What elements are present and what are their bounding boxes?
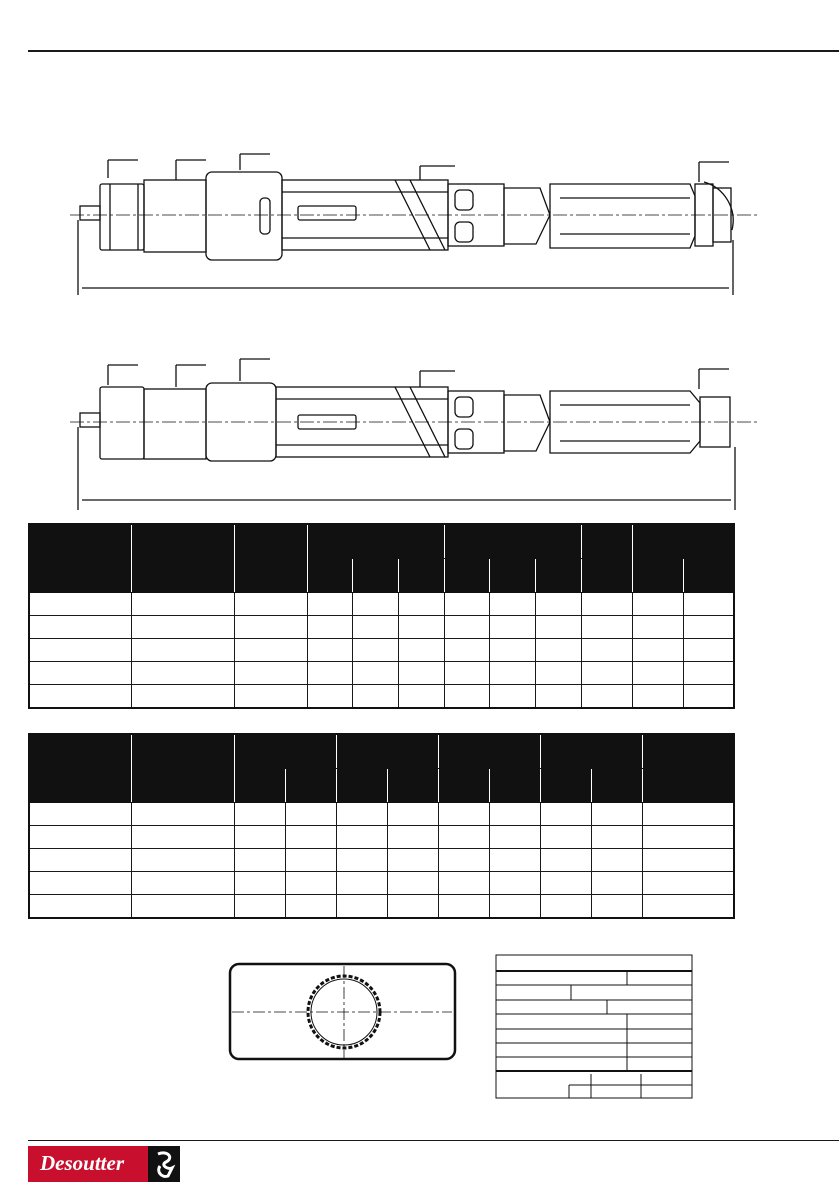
table-row [29, 894, 734, 918]
header-cell [540, 734, 642, 768]
table-row [29, 638, 734, 661]
brand-name: Desoutter [40, 1151, 124, 1175]
header-cell [632, 524, 734, 558]
table-row [29, 684, 734, 708]
table-row [29, 592, 734, 615]
header-cell [29, 734, 131, 802]
header-cell [131, 734, 234, 802]
header-cell [234, 734, 336, 768]
subheader-cell [352, 558, 398, 592]
subheader-cell [234, 768, 285, 802]
subheader-cell [285, 768, 336, 802]
subheader-cell [444, 558, 489, 592]
bottom-rule [28, 1140, 839, 1141]
subheader-cell [489, 558, 535, 592]
brand-mark-icon [148, 1146, 180, 1182]
subheader-cell [398, 558, 444, 592]
tool-drawing-top [0, 140, 839, 300]
header-cell [581, 524, 632, 592]
table-row [29, 825, 734, 848]
subheader-cell [540, 768, 591, 802]
spec-grid [495, 954, 695, 1104]
subheader-cell [535, 558, 581, 592]
top-rule [28, 50, 839, 52]
spline-gear-diagram [228, 962, 458, 1062]
table-row [29, 848, 734, 871]
header-cell [307, 524, 444, 558]
subheader-cell [489, 768, 540, 802]
header-cell [336, 734, 438, 768]
subheader-cell [438, 768, 489, 802]
subheader-cell [632, 558, 683, 592]
spec-table-1 [28, 523, 735, 709]
table-row [29, 871, 734, 894]
table-row [29, 802, 734, 825]
subheader-cell [387, 768, 438, 802]
header-cell [444, 524, 581, 558]
header-cell [131, 524, 234, 592]
subheader-cell [683, 558, 734, 592]
table-row [29, 615, 734, 638]
tool-drawing-bottom [0, 355, 839, 515]
subheader-cell [336, 768, 387, 802]
table-row [29, 661, 734, 684]
subheader-cell [591, 768, 642, 802]
header-cell [438, 734, 540, 768]
subheader-cell [307, 558, 352, 592]
header-cell [234, 524, 307, 592]
spec-table-2 [28, 733, 735, 919]
header-cell [642, 734, 734, 802]
header-cell [29, 524, 131, 592]
